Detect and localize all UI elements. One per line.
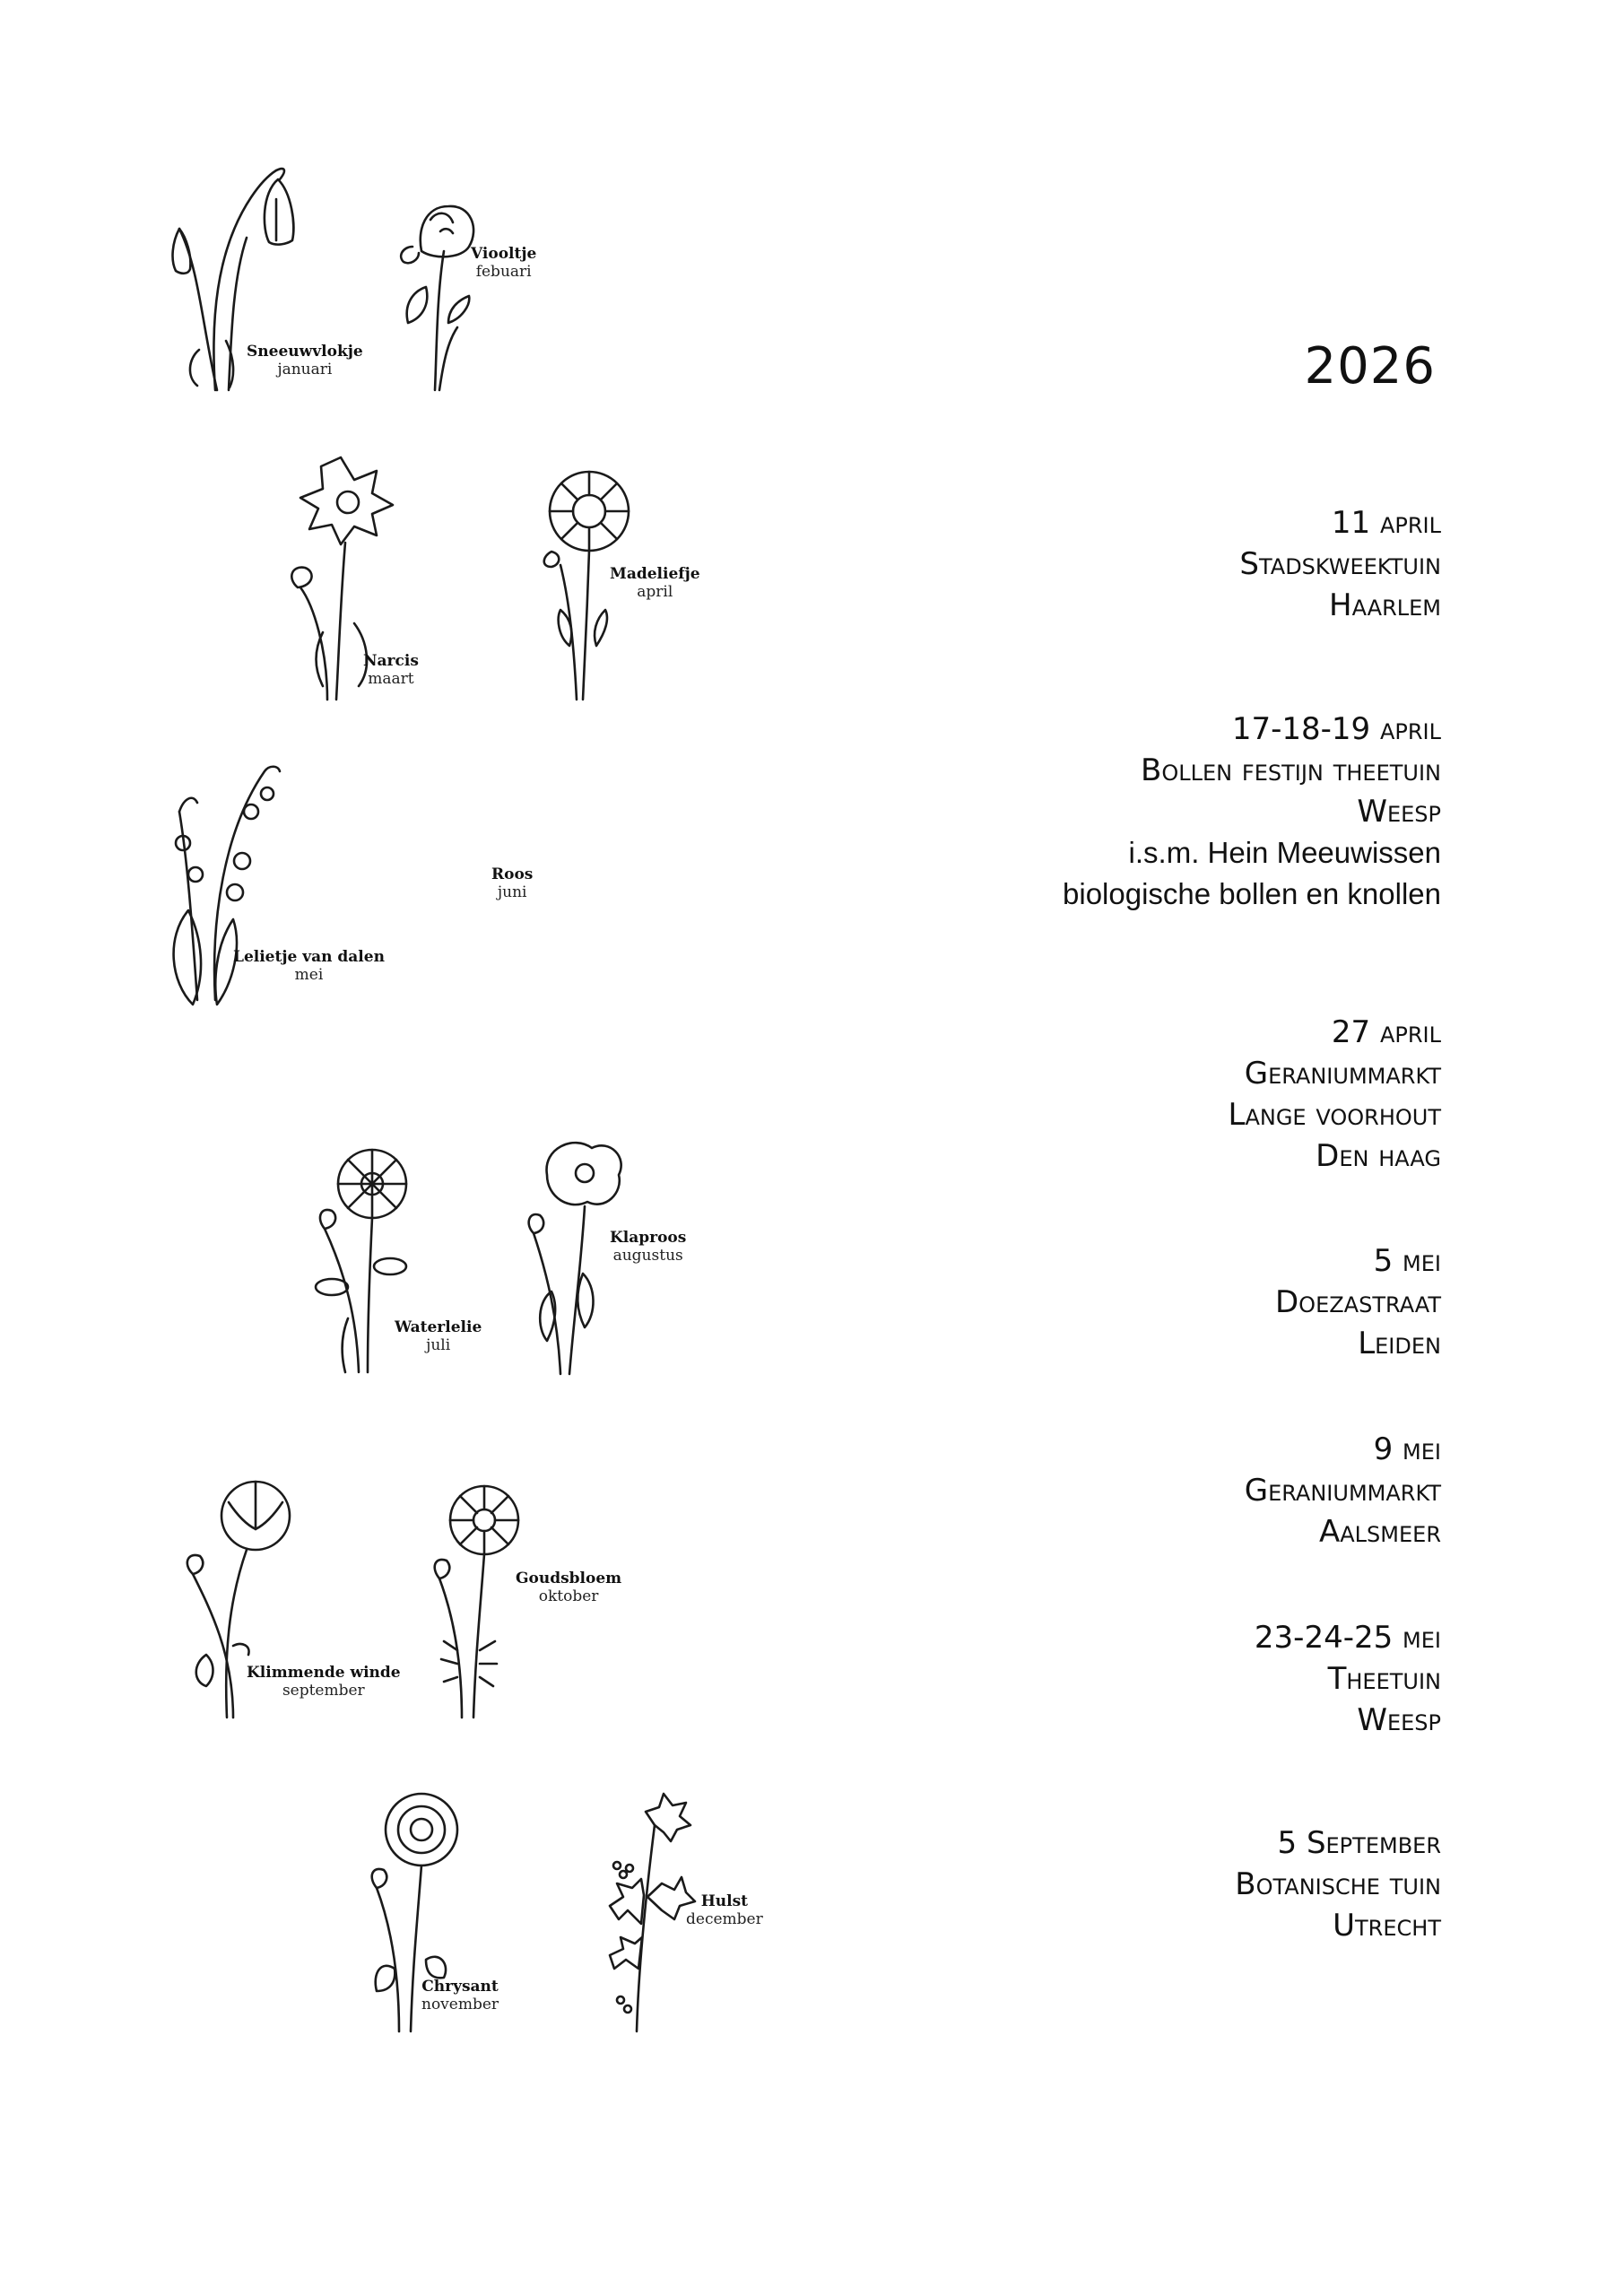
event-2 (1063, 709, 1441, 915)
event-date: 23-24-25 mei (1254, 1620, 1441, 1656)
event-6 (1255, 1617, 1441, 1741)
flower-month: oktober (538, 1587, 599, 1606)
event-city: Den haag (1316, 1138, 1441, 1174)
flower-hulst (592, 1789, 789, 2040)
flower-name: Madeliefje (610, 565, 700, 583)
flower-name: Narcis (363, 652, 419, 670)
flower-klimmende-winde (175, 1475, 408, 1726)
event-venue-2: Lange voorhout (1228, 1097, 1441, 1133)
flower-name: Roos (491, 865, 534, 883)
event-venue: Geraniummarkt (1244, 1056, 1441, 1091)
event-5 (1245, 1429, 1441, 1552)
event-1 (1239, 502, 1441, 626)
event-city: Haarlem (1329, 587, 1441, 623)
event-date: 27 april (1331, 1014, 1441, 1050)
flower-name: Klaproos (610, 1229, 687, 1247)
flower-month: september (282, 1682, 365, 1700)
flower-name: Hulst (700, 1892, 749, 1910)
event-date: 5 mei (1373, 1243, 1441, 1279)
event-city: Weesp (1357, 1702, 1441, 1738)
flower-month: december (686, 1910, 763, 1929)
event-7 (1235, 1822, 1441, 1946)
event-4 (1275, 1240, 1441, 1364)
event-date: 11 april (1331, 505, 1441, 541)
event-date: 17-18-19 april (1231, 711, 1441, 747)
flower-month: febuari (475, 263, 532, 282)
flower-month: maart (368, 670, 414, 689)
flower-month: april (637, 583, 673, 602)
event-venue: Bollen festijn theetuin (1141, 752, 1441, 788)
flower-klaproos (520, 1139, 717, 1381)
event-note: i.s.m. Hein Meeuwissen (1128, 836, 1441, 869)
event-venue: Stadskweektuin (1239, 546, 1441, 582)
flower-chrysant (350, 1789, 547, 2040)
event-venue: Theetuin (1327, 1661, 1441, 1697)
flower-goudsbloem (421, 1480, 622, 1726)
event-3 (1229, 1012, 1442, 1177)
flower-name: Lelietje van dalen (233, 948, 385, 966)
flower-name: Viooltje (471, 245, 537, 263)
event-date: 9 mei (1373, 1431, 1441, 1467)
flower-roos (402, 767, 581, 1018)
flower-month: juli (426, 1336, 451, 1355)
event-venue: Doezastraat (1275, 1284, 1441, 1320)
event-venue: Botanische tuin (1235, 1866, 1441, 1902)
flower-name: Chrysant (421, 1978, 499, 1996)
year-heading: 2026 (1304, 337, 1436, 396)
flower-narcis (287, 453, 466, 709)
flower-month: januari (277, 361, 333, 379)
flower-month: mei (294, 966, 324, 985)
event-city: Aalsmeer (1319, 1514, 1441, 1550)
event-city: Utrecht (1333, 1908, 1441, 1944)
event-city: Weesp (1357, 794, 1441, 830)
event-city: Leiden (1358, 1326, 1441, 1361)
flower-waterlelie (305, 1139, 502, 1381)
flower-month: november (421, 1996, 499, 2014)
flower-lelietje-van-dalen (161, 758, 395, 1013)
flower-viooltje (381, 144, 560, 404)
flower-month: juni (497, 883, 527, 902)
flower-name: Waterlelie (395, 1318, 482, 1336)
flower-name: Sneeuwvlokje (247, 343, 363, 361)
flower-month: augustus (612, 1247, 683, 1265)
flower-name: Goudsbloem (516, 1570, 622, 1587)
flower-name: Klimmende winde (247, 1664, 401, 1682)
event-note: biologische bollen en knollen (1063, 877, 1441, 910)
event-venue: Geraniummarkt (1244, 1473, 1441, 1509)
flower-madeliefje (534, 466, 713, 709)
flower-sneeuwvlokje (161, 144, 363, 404)
event-date: 5 September (1277, 1825, 1441, 1861)
